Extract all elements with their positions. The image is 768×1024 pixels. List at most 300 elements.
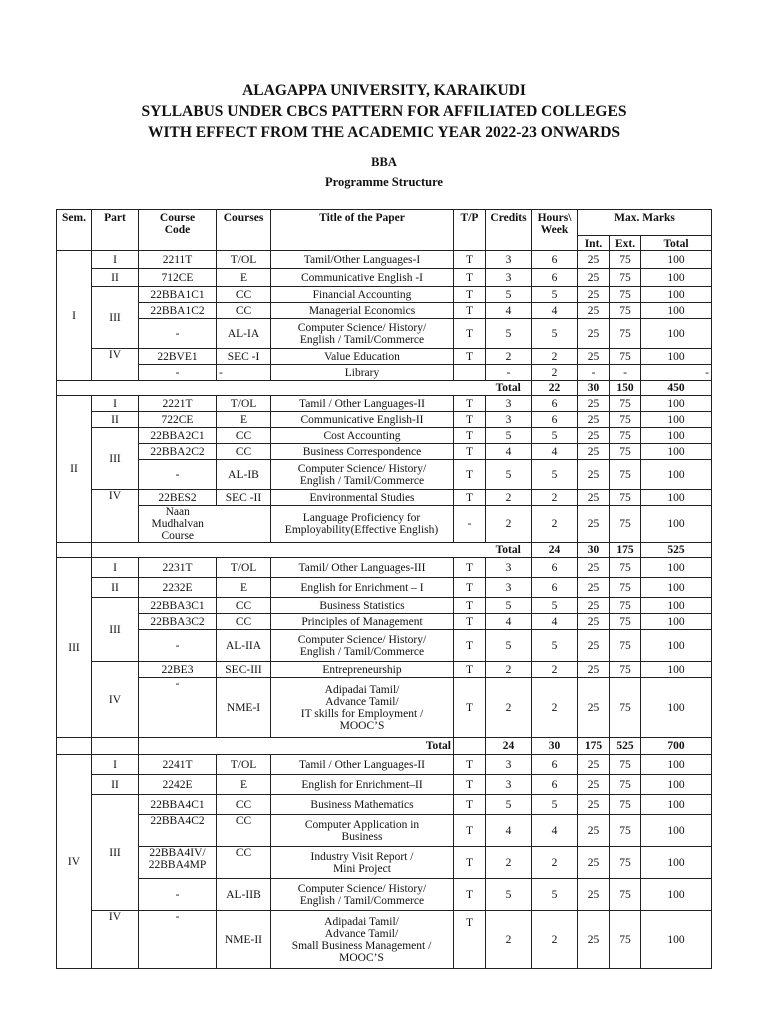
cell-hours: 2 — [532, 506, 578, 543]
cell-credits: 3 — [486, 558, 532, 578]
cell-credits: 5 — [486, 460, 532, 490]
cell-course: T/OL — [217, 558, 271, 578]
cell-hours: 5 — [532, 879, 578, 911]
cell-title: Communicative English -I — [271, 269, 454, 287]
cell-total: 100 — [641, 428, 712, 444]
cell-course: - — [217, 365, 271, 381]
cell-ext: 75 — [610, 506, 641, 543]
cell-course — [217, 506, 271, 543]
total-hours: 30 — [578, 543, 610, 558]
cell-int: 25 — [578, 490, 610, 506]
total-int: 175 — [578, 738, 610, 755]
cell-ext: 75 — [610, 598, 641, 614]
cell-credits: 4 — [486, 815, 532, 847]
col-part: Part — [92, 210, 139, 251]
col-course-code: Course Code — [139, 210, 217, 251]
cell-course: T/OL — [217, 251, 271, 269]
cell-title: Business Mathematics — [271, 795, 454, 815]
cell-title: Entrepreneurship — [271, 662, 454, 678]
table-row — [57, 911, 712, 969]
cell-ext: 75 — [610, 558, 641, 578]
cell-hours: 2 — [532, 365, 578, 381]
cell-course: AL-IA — [217, 319, 271, 349]
table-row — [57, 444, 712, 460]
cell-int: 25 — [578, 349, 610, 365]
cell-tp: T — [454, 460, 486, 490]
cell-tp — [454, 365, 486, 381]
total-ext: 525 — [610, 738, 641, 755]
cell-title: Tamil / Other Languages-II — [271, 396, 454, 412]
cell-ext: 75 — [610, 795, 641, 815]
cell-tp: T — [454, 490, 486, 506]
cell-code: 2232E — [139, 578, 217, 598]
cell-hours: 2 — [532, 911, 578, 969]
cell-ext: 75 — [610, 578, 641, 598]
sem-label: III — [57, 558, 92, 738]
cell-title: Adipadai Tamil/ Advance Tamil/ IT skills for Employment / MOOC’S — [271, 678, 454, 738]
cell-course: E — [217, 578, 271, 598]
cell-hours: 6 — [532, 269, 578, 287]
cell-title: Computer Science/ History/ English / Tamil/Commerce — [271, 460, 454, 490]
cell-code: 712CE — [139, 269, 217, 287]
cell-tp: T — [454, 795, 486, 815]
cell-tp: T — [454, 775, 486, 795]
table-row — [57, 879, 712, 911]
cell-hours: 5 — [532, 287, 578, 303]
cell-ext: 75 — [610, 444, 641, 460]
cell-tp: T — [454, 879, 486, 911]
cell-hours: 6 — [532, 578, 578, 598]
sem-label: II — [57, 396, 92, 543]
cell-code: 22BBA2C1 — [139, 428, 217, 444]
cell-credits: 2 — [486, 678, 532, 738]
cell-title: Language Proficiency for Employability(Effective English) — [271, 506, 454, 543]
cell-course: AL-IIB — [217, 879, 271, 911]
cell-credits: 2 — [486, 506, 532, 543]
table-row — [57, 287, 712, 303]
cell-tp: T — [454, 269, 486, 287]
total-ext: 525 — [641, 543, 712, 558]
col-ext: Ext. — [610, 236, 641, 251]
cell-total: 100 — [641, 319, 712, 349]
total-hours: 30 — [532, 738, 578, 755]
total-hours: 30 — [578, 381, 610, 396]
total-ext: 450 — [641, 381, 712, 396]
cell-credits: 4 — [486, 303, 532, 319]
cell-part: II — [92, 578, 139, 598]
table-row — [57, 795, 712, 815]
cell-part: IV — [92, 911, 139, 969]
cell-title: Adipadai Tamil/ Advance Tamil/ Small Business Management / MOOC’S — [271, 911, 454, 969]
cell-total: - — [641, 365, 712, 381]
cell-hours: 6 — [532, 396, 578, 412]
col-tp: T/P — [454, 210, 486, 251]
cell-course: AL-IB — [217, 460, 271, 490]
cell-code: 2211T — [139, 251, 217, 269]
col-int: Int. — [578, 236, 610, 251]
cell-code: - — [139, 630, 217, 662]
cell-part: II — [92, 412, 139, 428]
table-row — [57, 614, 712, 630]
cell-code: 2221T — [139, 396, 217, 412]
total-label: Total — [486, 543, 532, 558]
cell-int: 25 — [578, 269, 610, 287]
cell-tp: T — [454, 847, 486, 879]
sem-label: I — [57, 251, 92, 381]
cell-int: 25 — [578, 303, 610, 319]
cell-code: 2241T — [139, 755, 217, 775]
cell-hours: 6 — [532, 755, 578, 775]
cell-int: 25 — [578, 444, 610, 460]
cell-code: 2242E — [139, 775, 217, 795]
programme-structure-heading: Programme Structure — [325, 175, 443, 189]
col-max-marks: Max. Marks — [578, 210, 712, 236]
cell-total: 100 — [641, 755, 712, 775]
cell-code: 22BBA1C2 — [139, 303, 217, 319]
cell-course: CC — [217, 428, 271, 444]
cell-tp: T — [454, 444, 486, 460]
cell-credits: 3 — [486, 775, 532, 795]
cell-part: I — [92, 396, 139, 412]
table-row — [57, 775, 712, 795]
cell-credits: 2 — [486, 349, 532, 365]
cell-ext: 75 — [610, 428, 641, 444]
cell-credits: 5 — [486, 319, 532, 349]
cell-int: 25 — [578, 578, 610, 598]
cell-ext: 75 — [610, 775, 641, 795]
syllabus-table — [56, 209, 712, 969]
cell-hours: 6 — [532, 412, 578, 428]
cell-course: T/OL — [217, 396, 271, 412]
cell-ext: 75 — [610, 319, 641, 349]
cell-int: 25 — [578, 287, 610, 303]
cell-code: 22BBA3C2 — [139, 614, 217, 630]
cell-hours: 4 — [532, 614, 578, 630]
cell-title: Business Statistics — [271, 598, 454, 614]
cell-code: 22BBA4C2 — [139, 815, 217, 847]
cell-int: 25 — [578, 755, 610, 775]
cell-total: 100 — [641, 349, 712, 365]
cell-part: IV — [92, 490, 139, 543]
cell-total: 100 — [641, 396, 712, 412]
cell-course: AL-IIA — [217, 630, 271, 662]
cell-credits: 2 — [486, 847, 532, 879]
cell-total: 100 — [641, 269, 712, 287]
cell-tp: - — [454, 506, 486, 543]
cell-ext: 75 — [610, 879, 641, 911]
total-label: Total — [486, 381, 532, 396]
cell-title: Computer Application in Business — [271, 815, 454, 847]
table-row — [57, 349, 712, 365]
cell-course: SEC -II — [217, 490, 271, 506]
cell-int: 25 — [578, 775, 610, 795]
document-header — [0, 80, 768, 143]
semester-total-row — [57, 543, 712, 558]
cell-int: 25 — [578, 911, 610, 969]
cell-int: 25 — [578, 506, 610, 543]
table-row — [57, 678, 712, 738]
cell-credits: 5 — [486, 428, 532, 444]
cell-part: II — [92, 269, 139, 287]
cell-credits: 5 — [486, 630, 532, 662]
cell-code: 22BBA3C1 — [139, 598, 217, 614]
cell-credits: 2 — [486, 662, 532, 678]
cell-part: I — [92, 251, 139, 269]
cell-title: Value Education — [271, 349, 454, 365]
cell-tp: T — [454, 287, 486, 303]
cell-int: 25 — [578, 319, 610, 349]
cell-int: 25 — [578, 815, 610, 847]
cell-title: Computer Science/ History/ English / Tamil/Commerce — [271, 879, 454, 911]
cell-int: 25 — [578, 396, 610, 412]
cell-code: 22BVE1 — [139, 349, 217, 365]
cell-credits: 2 — [486, 490, 532, 506]
cell-code: 22BES2 — [139, 490, 217, 506]
cell-title: Communicative English-II — [271, 412, 454, 428]
cell-code: 22BBA1C1 — [139, 287, 217, 303]
cell-hours: 5 — [532, 460, 578, 490]
cell-int: 25 — [578, 558, 610, 578]
cell-total: 100 — [641, 598, 712, 614]
cell-total: 100 — [641, 775, 712, 795]
col-total: Total — [641, 236, 712, 251]
cell-credits: 5 — [486, 598, 532, 614]
cell-credits: 5 — [486, 879, 532, 911]
cell-hours: 4 — [532, 815, 578, 847]
cell-total: 100 — [641, 303, 712, 319]
cell-hours: 6 — [532, 251, 578, 269]
cell-course: SEC-III — [217, 662, 271, 678]
cell-tp: T — [454, 349, 486, 365]
col-credits: Credits — [486, 210, 532, 251]
programme-name: BBA — [371, 155, 397, 169]
table-row — [57, 490, 712, 506]
cell-title: Computer Science/ History/ English / Tamil/Commerce — [271, 319, 454, 349]
cell-title: Tamil / Other Languages-II — [271, 755, 454, 775]
cell-int: 25 — [578, 847, 610, 879]
cell-title: Principles of Management — [271, 614, 454, 630]
col-hours: Hours\ Week — [532, 210, 578, 251]
cell-tp: T — [454, 678, 486, 738]
table-row — [57, 558, 712, 578]
total-int: 175 — [610, 543, 641, 558]
cell-tp: T — [454, 578, 486, 598]
cell-int: 25 — [578, 662, 610, 678]
cell-ext: 75 — [610, 396, 641, 412]
semester-total-row — [57, 381, 712, 396]
cell-int: 25 — [578, 614, 610, 630]
cell-ext: 75 — [610, 412, 641, 428]
cell-total: 100 — [641, 662, 712, 678]
col-courses: Courses — [217, 210, 271, 251]
table-row — [57, 460, 712, 490]
cell-total: 100 — [641, 614, 712, 630]
cell-course: CC — [217, 303, 271, 319]
cell-tp: T — [454, 251, 486, 269]
cell-int: 25 — [578, 678, 610, 738]
cell-credits: - — [486, 365, 532, 381]
cell-tp: T — [454, 412, 486, 428]
table-row — [57, 847, 712, 879]
cell-total: 100 — [641, 287, 712, 303]
cell-int: 25 — [578, 879, 610, 911]
cell-code: 722CE — [139, 412, 217, 428]
cell-hours: 5 — [532, 598, 578, 614]
total-int: 150 — [610, 381, 641, 396]
table-row — [57, 365, 712, 381]
effective-year: WITH EFFECT FROM THE ACADEMIC YEAR 2022-23 ONWARDS — [147, 124, 621, 141]
cell-title: Industry Visit Report / Mini Project — [271, 847, 454, 879]
cell-code: - — [139, 911, 217, 969]
cell-course: SEC -I — [217, 349, 271, 365]
cell-total: 100 — [641, 558, 712, 578]
cell-tp: T — [454, 558, 486, 578]
cell-hours: 5 — [532, 630, 578, 662]
cell-part: III — [92, 795, 139, 911]
cell-code: 22BE3 — [139, 662, 217, 678]
cell-tp: T — [454, 598, 486, 614]
cell-hours: 5 — [532, 319, 578, 349]
cell-tp: T — [454, 319, 486, 349]
cell-total: 100 — [641, 506, 712, 543]
cell-hours: 6 — [532, 775, 578, 795]
cell-ext: 75 — [610, 815, 641, 847]
cell-credits: 3 — [486, 578, 532, 598]
cell-course: CC — [217, 287, 271, 303]
cell-title: Tamil/Other Languages-I — [271, 251, 454, 269]
cell-credits: 5 — [486, 795, 532, 815]
cell-course: CC — [217, 847, 271, 879]
cell-int: 25 — [578, 598, 610, 614]
cell-ext: 75 — [610, 662, 641, 678]
cell-tp: T — [454, 303, 486, 319]
cell-course: T/OL — [217, 755, 271, 775]
cell-ext: 75 — [610, 251, 641, 269]
cell-tp: T — [454, 662, 486, 678]
cell-code: - — [139, 365, 217, 381]
cell-ext: 75 — [610, 490, 641, 506]
cell-ext: 75 — [610, 614, 641, 630]
cell-tp: T — [454, 614, 486, 630]
cell-code: 22BBA2C2 — [139, 444, 217, 460]
table-row — [57, 251, 712, 269]
total-credits: 24 — [532, 543, 578, 558]
cell-title: English for Enrichment – I — [271, 578, 454, 598]
cell-code: - — [139, 879, 217, 911]
cell-total: 100 — [641, 251, 712, 269]
total-credits: 22 — [532, 381, 578, 396]
cell-hours: 2 — [532, 349, 578, 365]
cell-title: Library — [271, 365, 454, 381]
cell-title: Financial Accounting — [271, 287, 454, 303]
cell-title: English for Enrichment–II — [271, 775, 454, 795]
cell-hours: 5 — [532, 795, 578, 815]
header-row — [57, 210, 712, 236]
cell-title: Tamil/ Other Languages-III — [271, 558, 454, 578]
cell-hours: 4 — [532, 303, 578, 319]
cell-int: 25 — [578, 251, 610, 269]
cell-tp: T — [454, 428, 486, 444]
table-row — [57, 303, 712, 319]
cell-course: CC — [217, 795, 271, 815]
cell-course: E — [217, 269, 271, 287]
cell-title: Managerial Economics — [271, 303, 454, 319]
cell-ext: 75 — [610, 287, 641, 303]
cell-course: E — [217, 412, 271, 428]
cell-part: I — [92, 558, 139, 578]
cell-title: Business Correspondence — [271, 444, 454, 460]
cell-code: 22BBA4C1 — [139, 795, 217, 815]
cell-code: - — [139, 678, 217, 738]
cell-total: 100 — [641, 490, 712, 506]
cell-credits: 3 — [486, 269, 532, 287]
total-credits: 24 — [486, 738, 532, 755]
cell-ext: 75 — [610, 460, 641, 490]
cell-course: E — [217, 775, 271, 795]
cell-ext: 75 — [610, 847, 641, 879]
cell-code: 22BBA4IV/ 22BBA4MP — [139, 847, 217, 879]
cell-credits: 2 — [486, 911, 532, 969]
cell-int: 25 — [578, 795, 610, 815]
total-label: Total — [139, 738, 454, 755]
table-row — [57, 755, 712, 775]
table-row — [57, 662, 712, 678]
cell-total: 100 — [641, 847, 712, 879]
cell-part: I — [92, 755, 139, 775]
cell-total: 100 — [641, 444, 712, 460]
table-row — [57, 578, 712, 598]
cell-course: NME-II — [217, 911, 271, 969]
table-row — [57, 630, 712, 662]
sem-label: IV — [57, 755, 92, 969]
cell-code: 2231T — [139, 558, 217, 578]
cell-part: IV — [92, 662, 139, 738]
table-row — [57, 319, 712, 349]
cell-int: 25 — [578, 428, 610, 444]
cell-tp: T — [454, 630, 486, 662]
cell-tp: T — [454, 815, 486, 847]
cell-ext: 75 — [610, 303, 641, 319]
cell-int: - — [578, 365, 610, 381]
cell-hours: 2 — [532, 847, 578, 879]
cell-total: 100 — [641, 412, 712, 428]
table-row — [57, 396, 712, 412]
cell-course: NME-I — [217, 678, 271, 738]
cell-int: 25 — [578, 412, 610, 428]
cell-hours: 6 — [532, 558, 578, 578]
cell-ext: 75 — [610, 678, 641, 738]
cell-ext: 75 — [610, 269, 641, 287]
cell-total: 100 — [641, 630, 712, 662]
cell-ext: 75 — [610, 755, 641, 775]
cell-tp: T — [454, 911, 486, 969]
cell-credits: 3 — [486, 755, 532, 775]
cell-title: Environmental Studies — [271, 490, 454, 506]
table-row — [57, 598, 712, 614]
cell-part: III — [92, 287, 139, 349]
cell-credits: 3 — [486, 396, 532, 412]
cell-total: 100 — [641, 911, 712, 969]
cell-total: 100 — [641, 795, 712, 815]
col-title: Title of the Paper — [271, 210, 454, 251]
cell-tp: T — [454, 396, 486, 412]
cell-course: CC — [217, 598, 271, 614]
cell-credits: 5 — [486, 287, 532, 303]
cell-code: - — [139, 460, 217, 490]
table-row — [57, 815, 712, 847]
cell-credits: 4 — [486, 614, 532, 630]
cell-total: 100 — [641, 460, 712, 490]
